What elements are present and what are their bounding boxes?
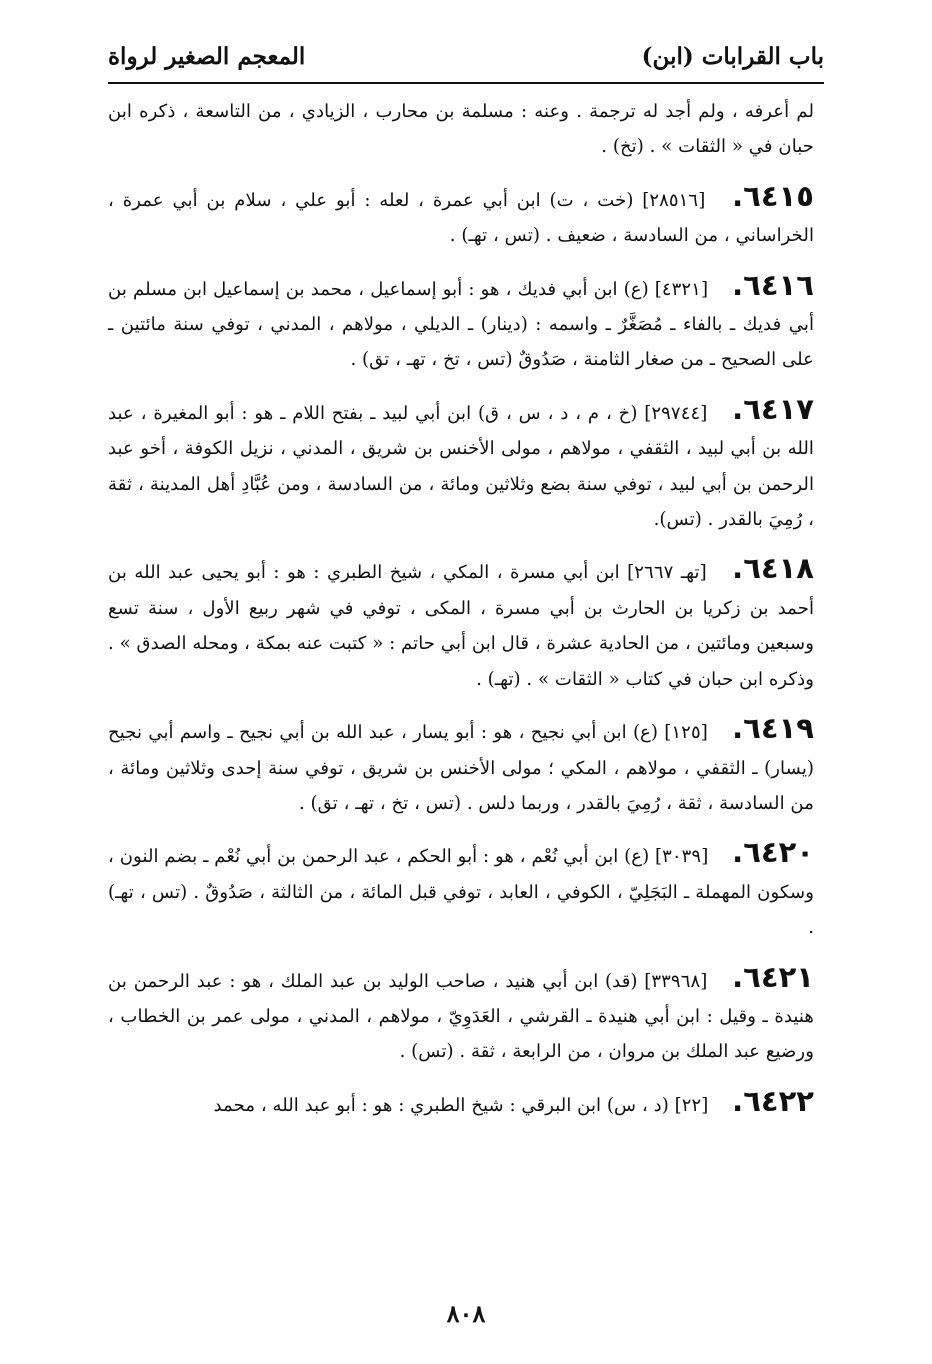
header-divider [108,82,824,84]
entry-paragraph [108,711,814,821]
entry-paragraph [108,551,814,697]
entry-text: [٣٣٩٦٨] (قد) ابن أبي هنيد ، صاحب الوليد بن عبد الملك ، هو : عبد الرحمن بن هنيدة ـ وقيل : ابن أبي هنيدة ـ القرشي ، العَدَوِيّ ، مولاهم ، المدني ، مولى عمر بن الخطاب ، ورضيع عبد الملك بن مروان ، من الرابعة ، ثقة . (تس) . [108,970,814,1063]
entry-paragraph [108,268,814,378]
entry-text: [٤٣٢١] (ع) ابن أبي فديك ، هو : أبو إسماعيل ، محمد بن إسماعيل ابن مسلم بن أبي فديك ـ بالفاء ـ مُصَغَّرٌ ـ واسمه : (دينار) ـ الديلي ، مولاهم ، المدني ، توفي سنة مائتين ـ على الصحيح ـ من صغار الثامنة ، صَدُوقٌ (تس ، تخ ، تهـ ، تق) . [108,278,814,371]
page-number: ٨٠٨ [446,1299,486,1328]
entry-number: ٦٤٢٢. [732,1083,814,1118]
entry-number: ٦٤١٧. [732,391,814,426]
entry-text: [٢٩٧٤٤] (خ ، م ، د ، س ، ق) ابن أبي لبيد ـ بفتح اللام ـ هو : أبو المغيرة ، عبد الله بن أبي لبيد ، الثقفي ، مولاهم ، مولى الأخنس بن شريق ، المدني ، نزيل الكوفة ، أخو عبد الرحمن بن أبي لبيد ، توفي سنة بضع وثلاثين ومائة ، من السادسة ، ومن عُبَّادِ أهل المدينة ، ثقة ، رُمِيَ بالقدر . (تس). [108,402,814,531]
entry-number: ٦٤١٦. [732,267,814,302]
entry-paragraph [108,960,814,1070]
entry-number: ٦٤٢١. [732,959,814,994]
entry-paragraph [108,392,814,538]
entry-number: ٦٤١٨. [732,551,814,586]
entry-text: [تهـ ٢٦٦٧] ابن أبي مسرة ، المكي ، شيخ الطبري : هو : أبو يحيى عبد الله بن أحمد بن زكريا بن الحارث بن أبي مسرة ، المكى ، توفي في شهر ربيع الأول ، سنة تسع وسبعين ومائتين ، من الحادية عشرة ، قال ابن أبي حاتم : « كتبت عنه بمكة ، ومحله الصدق » . وذكره ابن حبان في كتاب « الثقات » . (تهـ) . [108,562,814,690]
entry-paragraph [108,1084,814,1123]
entry-paragraph [108,835,814,945]
entry-paragraph [108,179,814,254]
entry-paragraph [108,94,814,165]
entry-text: لم أعرفه ، ولم أجد له ترجمة . وعنه : مسلمة بن محارب ، الزيادي ، من التاسعة ، ذكره ابن حبان في « الثقات » . (تخ) . [108,101,814,158]
entry-number: ٦٤١٥. [732,178,814,213]
entry-text: [٢٢] (د ، س) ابن البرقي : شيخ الطبري : هو : أبو عبد الله ، محمد [213,1094,709,1116]
entry-text: [٢٨٥١٦] (خت ، ت) ابن أبي عمرة ، لعله : أبو علي ، سلام بن أبي عمرة ، الخراساني ، من السادسة ، ضعيف . (تس ، تهـ) . [108,189,814,247]
entry-text: [١٢٥] (ع) ابن أبي نجيح ، هو : أبو يسار ، عبد الله بن أبي نجيح ـ واسم أبي نجيح (يسار) ـ الثقفي ، مولاهم ، المكي ؛ مولى الأخنس بن شريق ، توفي سنة إحدى وثلاثين ومائة ، من السادسة ، ثقة ، رُمِيَ بالقدر ، وربما دلس . (تس ، تخ ، تهـ ، تق) . [108,722,814,814]
page-body [108,94,814,1274]
book-title: المعجم الصغير لرواة [108,42,306,70]
entry-number: ٦٤١٩. [732,711,814,746]
running-header [108,36,824,76]
entry-text: [٣٠٣٩] (ع) ابن أبي نُعْم ، هو : أبو الحكم ، عبد الرحمن بن أبي نُعْم ـ بضم النون ، وسكون المهملة ـ البَجَلِيّ ، الكوفي ، العابد ، توفي قبل المائة ، من الثالثة ، صَدُوقٌ . (تس ، تهـ) . [108,846,814,939]
section-title: باب القرابات (ابن) [641,42,824,70]
entry-number: ٦٤٢٠. [732,835,814,870]
